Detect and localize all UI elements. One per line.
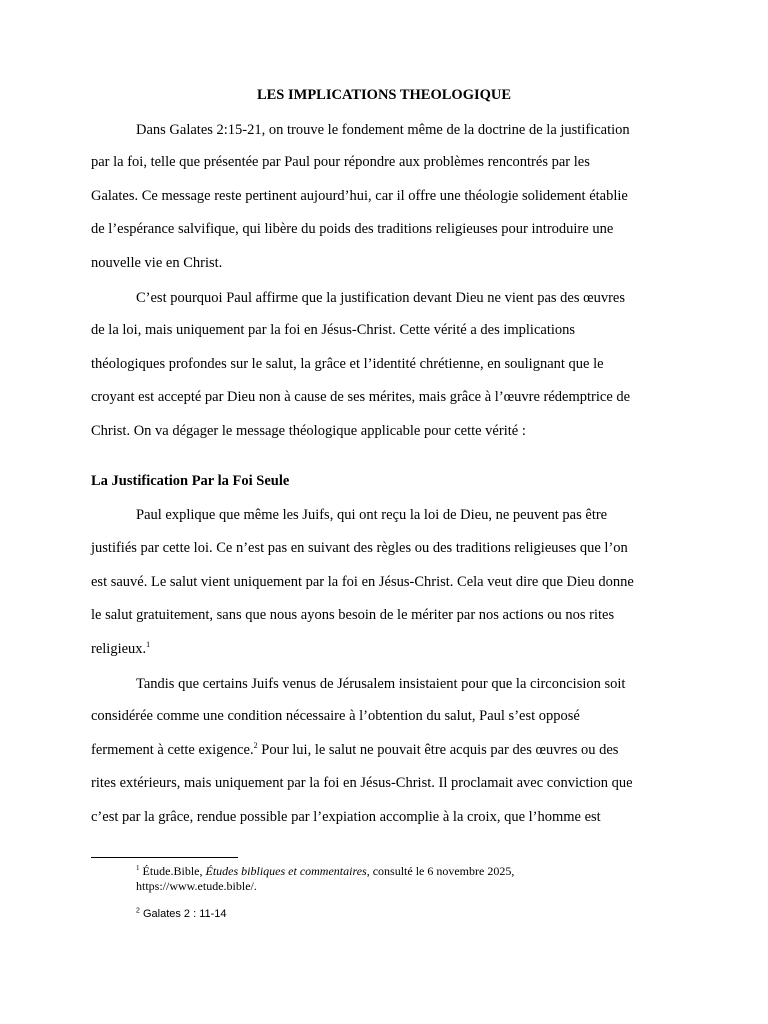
footnote-1-url[interactable]: https://www.etude.bible/.: [136, 879, 257, 893]
paragraph-line: C’est pourquoi Paul affirme que la justification devant Dieu ne vient pas des œuvres: [136, 290, 625, 306]
footnote-separator: [91, 857, 238, 858]
footnote-1: [136, 864, 514, 879]
paragraph-line: croyant est accepté par Dieu non à cause de ses mérites, mais grâce à l’œuvre rédemptrice de: [91, 389, 631, 405]
paragraph-line: justifiés par cette loi. Ce n’est pas en suivant des règles ou des traditions religieuses que l’on: [91, 540, 628, 556]
paragraph-line: [91, 741, 618, 759]
paragraph-line: Galates. Ce message reste pertinent aujourd’hui, car il offre une théologie solidement établie: [91, 188, 628, 204]
paragraph-line: par la foi, telle que présentée par Paul pour répondre aux problèmes rencontrés par les: [91, 154, 590, 170]
paragraph-line: théologiques profondes sur le salut, la grâce et l’identité chrétienne, en soulignant que le: [91, 356, 604, 372]
paragraph-line: le salut gratuitement, sans que nous ayons besoin de le mériter par nos actions ou nos rites: [91, 607, 615, 623]
paragraph-text: fermement à cette exigence.: [91, 742, 254, 758]
footnote-text: Étude.Bible,: [142, 864, 206, 878]
paragraph-line: Paul explique que même les Juifs, qui ont reçu la loi de Dieu, ne peuvent pas être: [136, 507, 608, 523]
paragraph-line: nouvelle vie en Christ.: [91, 255, 223, 271]
paragraph-line: [91, 640, 150, 658]
footnote-2: [136, 907, 227, 922]
section-heading: La Justification Par la Foi Seule: [91, 473, 290, 489]
footnote-number: 1: [136, 864, 140, 872]
paragraph-line: c’est par la grâce, rendue possible par l’expiation accomplie à la croix, que l’homme est: [91, 809, 601, 825]
paragraph-line: rites extérieurs, mais uniquement par la foi en Jésus-Christ. Il proclamait avec conviction que: [91, 775, 633, 791]
paragraph-text: Pour lui, le salut ne pouvait être acquis par des œuvres ou des: [257, 742, 619, 758]
paragraph-line: est sauvé. Le salut vient uniquement par la foi en Jésus-Christ. Cela veut dire que Dieu donne: [91, 574, 634, 590]
footnote-text: , consulté le 6 novembre 2025,: [366, 864, 515, 878]
footnote-number: 2: [136, 907, 140, 915]
paragraph-text: religieux.: [91, 641, 147, 657]
footnote-reference[interactable]: 1: [146, 640, 151, 650]
paragraph-line: Christ. On va dégager le message théologique applicable pour cette vérité :: [91, 423, 526, 439]
footnote-work-title: Études bibliques et commentaires: [205, 864, 367, 878]
paragraph-line: Dans Galates 2:15-21, on trouve le fondement même de la doctrine de la justification: [136, 122, 630, 138]
paragraph-line: de la loi, mais uniquement par la foi en Jésus-Christ. Cette vérité a des implications: [91, 322, 576, 338]
paragraph-line: Tandis que certains Juifs venus de Jérusalem insistaient pour que la circoncision soit: [136, 676, 626, 692]
page-title: LES IMPLICATIONS THEOLOGIQUE: [256, 87, 512, 103]
footnote-reference[interactable]: 2: [253, 741, 258, 751]
paragraph-line: de l’espérance salvifique, qui libère du poids des traditions religieuses pour introduire une: [91, 221, 614, 237]
footnote-text: Galates 2 : 11-14: [142, 908, 227, 920]
paragraph-line: considérée comme une condition nécessaire à l’obtention du salut, Paul s’est opposé: [91, 708, 580, 724]
